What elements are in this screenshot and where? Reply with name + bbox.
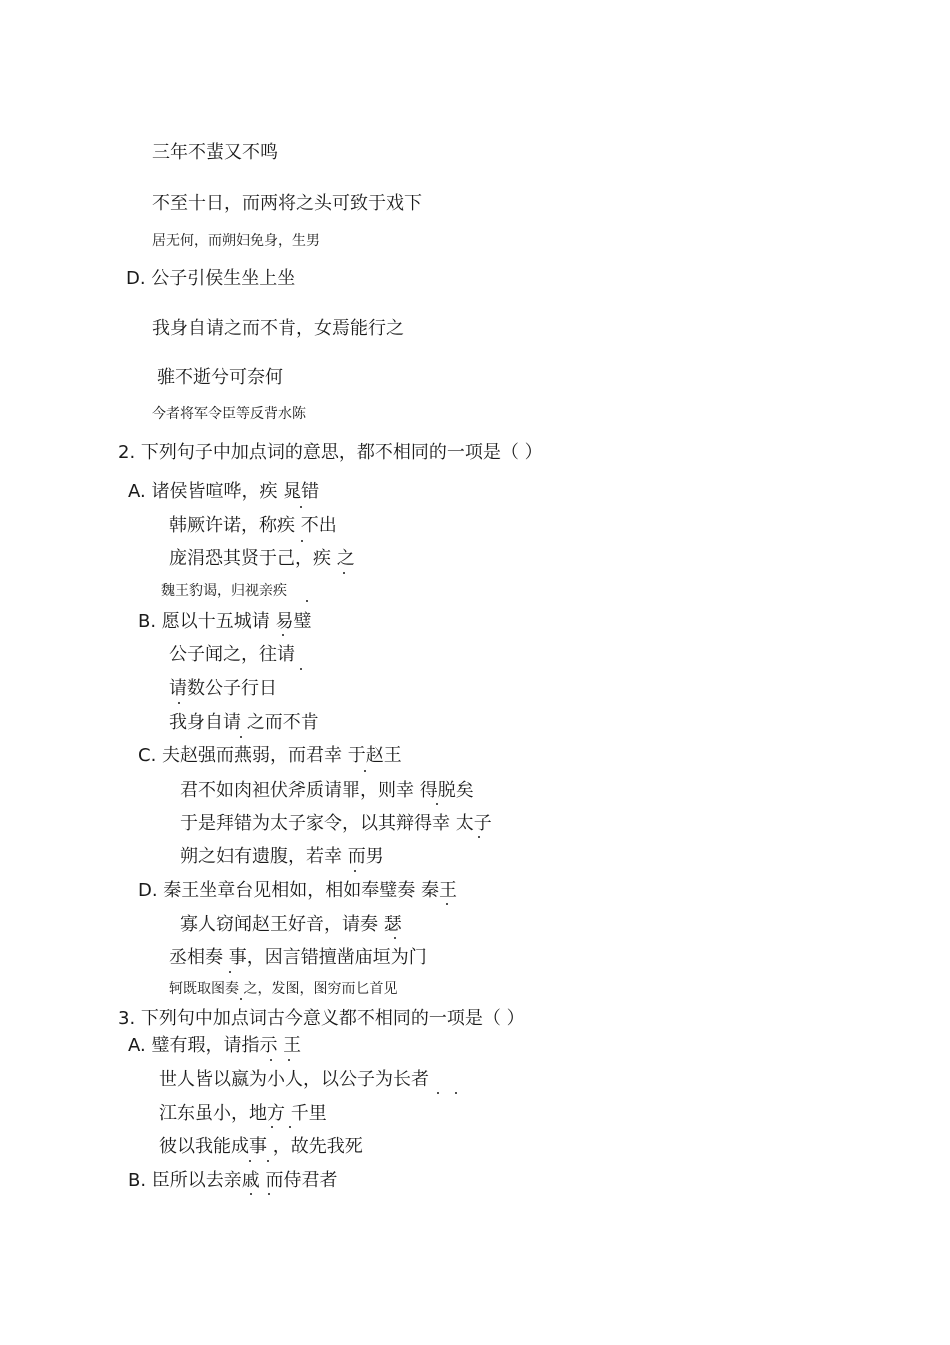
text-line: 我身自请之而不肯，女焉能行之 — [152, 318, 404, 339]
question-3: 3. 下列句中加点词古今意义都不相同的一项是（ ） — [118, 1008, 525, 1029]
emphasis-dot — [288, 1059, 290, 1061]
emphasis-dot — [271, 1126, 273, 1128]
text-line: 君不如肉袒伏斧质请罪，则幸 得脱矣 — [180, 780, 474, 801]
emphasis-dot — [300, 668, 302, 670]
emphasis-dot — [270, 1059, 272, 1061]
emphasis-dot — [267, 1160, 269, 1162]
text-line: 骓不逝兮可奈何 — [157, 367, 283, 388]
emphasis-dot — [455, 1092, 457, 1094]
emphasis-dot — [250, 1193, 252, 1195]
emphasis-dot — [436, 803, 438, 805]
text-line: 三年不蜚又不鸣 — [152, 142, 278, 163]
text-line: 请数公子行日 — [169, 678, 277, 699]
emphasis-dot — [249, 1160, 251, 1162]
text-line: 居无何，而朔妇免身，生男 — [152, 233, 320, 249]
emphasis-dot — [446, 903, 448, 905]
text-line: 寡人窃闻赵王好音，请奏 瑟 — [180, 914, 402, 935]
text-line: 朔之妇有遗腹，若幸 而男 — [180, 846, 384, 867]
emphasis-dot — [289, 1126, 291, 1128]
option-b: B. 愿以十五城请 易璧 — [138, 611, 312, 632]
emphasis-dot — [240, 736, 242, 738]
emphasis-dot — [478, 836, 480, 838]
emphasis-dot — [394, 937, 396, 939]
emphasis-dot — [240, 998, 242, 1000]
option-b: B. 臣所以去亲戚 而侍君者 — [128, 1170, 338, 1191]
emphasis-dot — [343, 572, 345, 574]
option-a: A. 璧有瑕，请指示 王 — [128, 1035, 302, 1056]
text-line: 于是拜错为太子家令，以其辩得幸 太子 — [180, 813, 492, 834]
text-line: 世人皆以嬴为小人，以公子为长者 — [159, 1069, 429, 1090]
emphasis-dot — [300, 506, 302, 508]
text-line: 丞相奏 事，因言错擅凿庙垣为门 — [169, 947, 427, 968]
text-line: 轲既取图奏 之，发图，图穷而匕首见 — [169, 981, 398, 997]
option-d: D. 秦王坐章台见相如，相如奉璧奏 秦王 — [138, 880, 458, 901]
text-line: 公子闻之，往请 — [169, 644, 295, 665]
text-line: 韩厥许诺，称疾 不出 — [169, 515, 337, 536]
text-line: 彼以我能成事 ，故先我死 — [159, 1136, 363, 1157]
text-line: 魏王豹谒，归视亲疾 — [161, 583, 287, 599]
option-c: C. 夫赵强而燕弱，而君幸 于赵王 — [138, 745, 402, 766]
question-2: 2. 下列句子中加点词的意思，都不相同的一项是（ ） — [118, 442, 543, 463]
emphasis-dot — [282, 634, 284, 636]
option-d: D. 公子引侯生坐上坐 — [126, 268, 296, 289]
emphasis-dot — [268, 1193, 270, 1195]
text-line: 江东虽小，地方 千里 — [159, 1103, 327, 1124]
emphasis-dot — [437, 1092, 439, 1094]
emphasis-dot — [301, 540, 303, 542]
option-a: A. 诸侯皆喧哗，疾 晁错 — [128, 481, 320, 502]
text-line: 今者将军令臣等反背水陈 — [152, 406, 306, 422]
text-line: 不至十日，而两将之头可致于戏下 — [152, 193, 422, 214]
emphasis-dot — [354, 870, 356, 872]
emphasis-dot — [229, 971, 231, 973]
text-line: 庞涓恐其贤于己，疾 之 — [169, 548, 355, 569]
emphasis-dot — [178, 702, 180, 704]
emphasis-dot — [306, 600, 308, 602]
text-line: 我身自请 之而不肯 — [169, 712, 319, 733]
emphasis-dot — [364, 770, 366, 772]
